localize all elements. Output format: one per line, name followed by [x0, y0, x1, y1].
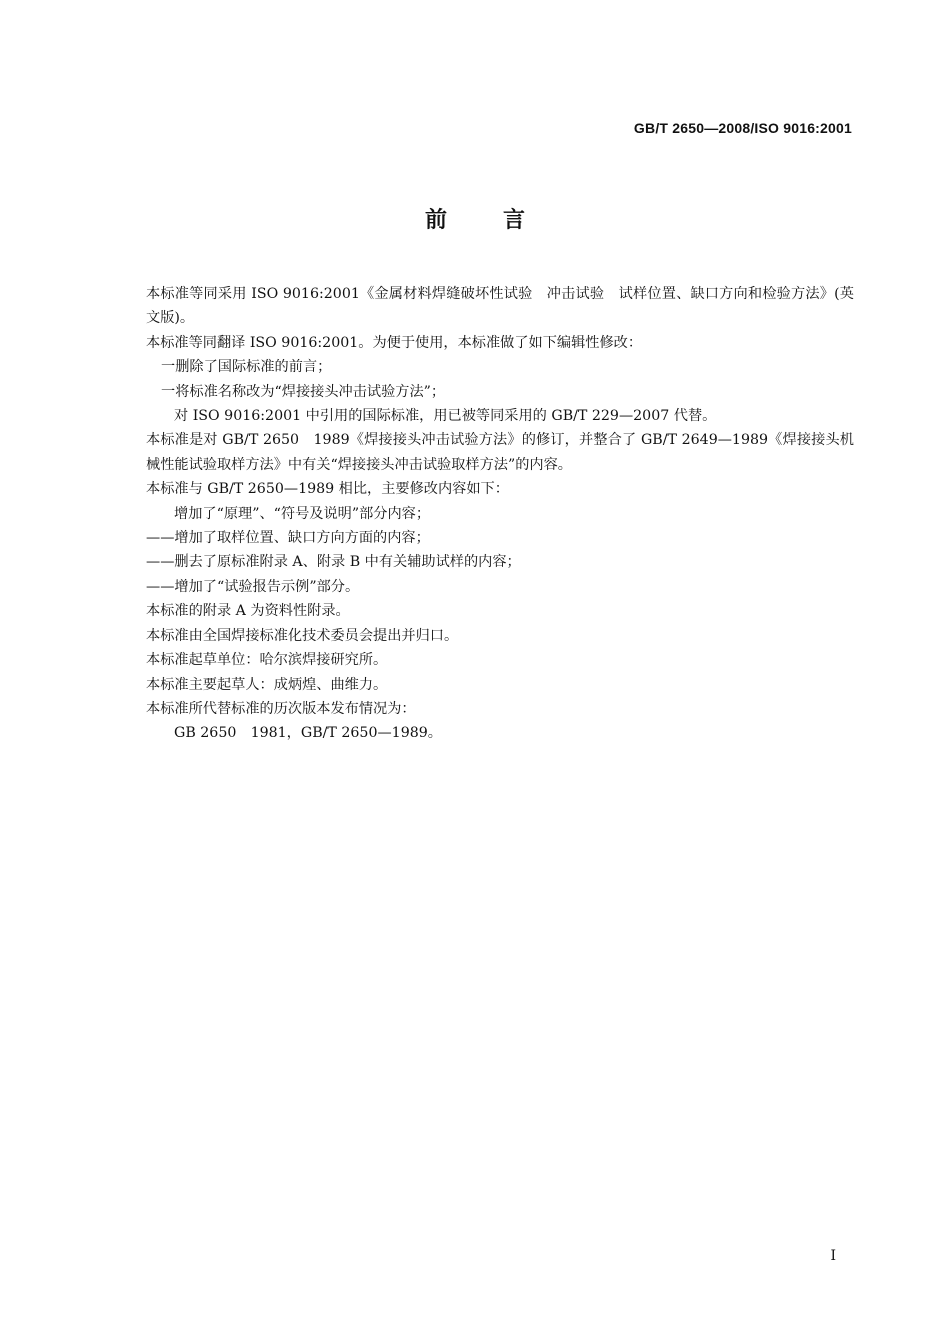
list-item: 增加了“原理”、“符号及说明”部分内容； — [174, 505, 431, 522]
paragraph-translation: 本标准等同翻译 ISO 9016:2001。为便于使用，本标准做了如下编辑性修改： — [146, 334, 643, 351]
standard-code: GB/T 2650—2008/ISO 9016:2001 — [633, 120, 852, 136]
paragraph-adoption: 本标准等同采用 ISO 9016:2001《金属材料焊缝破坏性试验 冲击试验 试样位置、缺口方向和检验方法》(英文版)。 — [146, 286, 854, 327]
paragraph-revision: 本标准是对 GB/T 2650 1989《焊接接头冲击试验方法》的修订，并整合了 GB/T 2649—1989《焊接接头机械性能试验取样方法》中有关“焊接接头冲击试验取样方法”的内容。 — [146, 432, 854, 473]
paragraph-drafting-unit: 本标准起草单位：哈尔滨焊接研究所。 — [146, 652, 388, 669]
list-item: 一将标准名称改为“焊接接头冲击试验方法”； — [161, 383, 446, 400]
page-number: I — [830, 1248, 836, 1264]
page-title: 前言 — [424, 208, 581, 233]
paragraph-annex: 本标准的附录 A 为资料性附录。 — [146, 603, 350, 620]
list-item: 对 ISO 9016:2001 中引用的国际标准，用已被等同采用的 GB/T 229—2007 代替。 — [174, 408, 717, 425]
paragraph-history-intro: 本标准所代替标准的历次版本发布情况为： — [146, 700, 416, 717]
foreword-body — [116, 282, 854, 746]
list-item: 一删除了国际标准的前言； — [161, 359, 332, 376]
list-item: ——删去了原标准附录 A、附录 B 中有关辅助试样的内容； — [146, 554, 521, 571]
paragraph-history: GB 2650 1981，GB/T 2650—1989。 — [174, 725, 442, 742]
paragraph-proposer: 本标准由全国焊接标准化技术委员会提出并归口。 — [146, 627, 459, 644]
paragraph-changes-intro: 本标准与 GB/T 2650—1989 相比，主要修改内容如下： — [146, 481, 509, 498]
list-item: ——增加了“试验报告示例”部分。 — [146, 578, 360, 595]
list-item: ——增加了取样位置、缺口方向方面的内容； — [146, 530, 430, 547]
paragraph-drafters: 本标准主要起草人：成炳煌、曲维力。 — [146, 676, 388, 693]
